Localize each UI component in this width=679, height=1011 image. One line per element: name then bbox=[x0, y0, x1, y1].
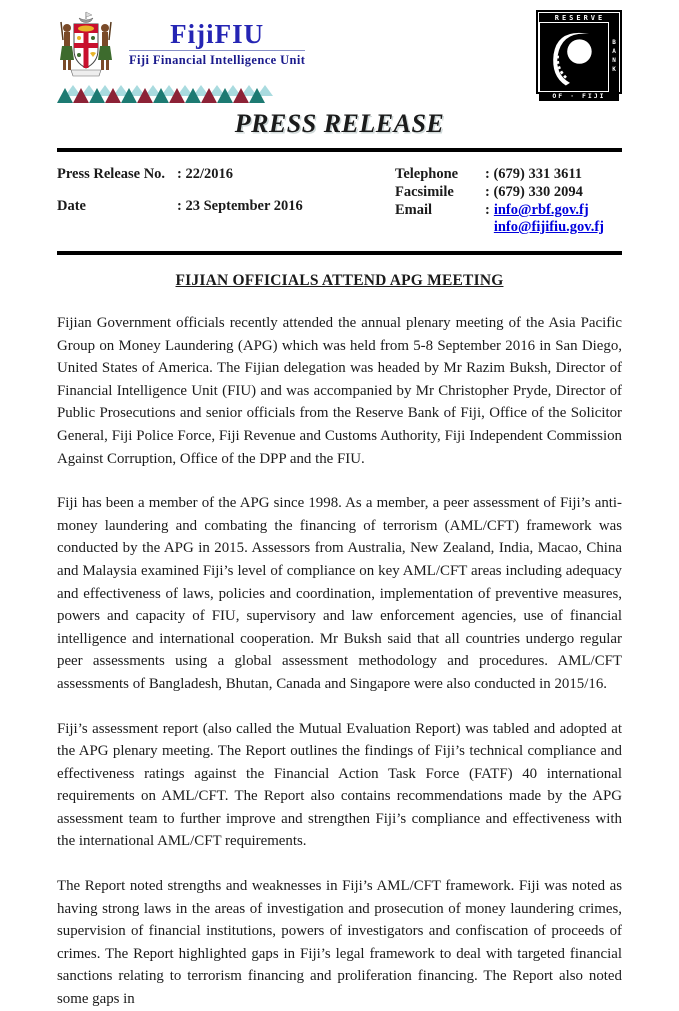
fijifiu-wordmark bbox=[129, 20, 305, 68]
rbf-logo-text-top: RESERVE bbox=[539, 13, 619, 22]
reserve-bank-fiji-logo bbox=[536, 10, 622, 100]
press-release-no-row bbox=[57, 166, 357, 183]
meta-left-column bbox=[57, 166, 357, 237]
date-row bbox=[57, 198, 357, 215]
rbf-tabua-icon bbox=[540, 23, 608, 91]
date-label: Date bbox=[57, 198, 86, 214]
rbf-logo-text-side: BANK bbox=[609, 22, 619, 92]
telephone-row bbox=[395, 166, 604, 183]
triangle-border-pattern bbox=[57, 85, 271, 103]
fijifiu-logo bbox=[57, 10, 305, 103]
facsimile-value: : (679) 330 2094 bbox=[485, 184, 583, 200]
paragraph-4: The Report noted strengths and weaknesses in Fiji’s AML/CFT framework. Fiji was noted as having strong laws in the areas of investigation and prosecution of money laundering crimes, supervision of financial institutions, powers of investigators and confiscation of proceeds of crimes. The Report highlighted gaps in Fiji’s legal framework to deal with targeted financial sanctions relating to terrorism financing and proliferation financing. The Report also noted some gaps in bbox=[57, 878, 622, 1008]
telephone-value: : (679) 331 3611 bbox=[485, 166, 583, 182]
meta-block bbox=[57, 166, 622, 237]
press-release-no-label: Press Release No. bbox=[57, 166, 166, 182]
paragraph-3: Fiji’s assessment report (also called the Mutual Evaluation Report) was tabled and adopted at the APG plenary meeting. The Report outlines the findings of Fiji’s technical compliance and effectiveness ratings against the Financial Action Task Force (FATF) 40 international requirements on AML/CFT. The Report also contains recommendations made by the APG assessment team to further improve and strengthen Fiji’s compliance and effectiveness with the international AML/CFT requirements. bbox=[57, 720, 622, 850]
telephone-label: Telephone bbox=[395, 166, 459, 182]
email-colon: : bbox=[485, 202, 490, 218]
facsimile-label: Facsimile bbox=[395, 184, 454, 200]
date-value: : 23 September 2016 bbox=[177, 198, 303, 214]
facsimile-row bbox=[395, 184, 604, 201]
fiji-coat-of-arms-icon bbox=[57, 10, 115, 82]
article-heading: FIJIAN OFFICIALS ATTEND APG MEETING bbox=[175, 272, 504, 289]
press-release-no-value: : 22/2016 bbox=[177, 166, 233, 182]
paragraph-1: Fijian Government officials recently attended the annual plenary meeting of the Asia Pacific Group on Money Laundering (APG) which was held from 5-8 September 2016 in San Diego, United States of America. The Fijian delegation was headed by Mr Razim Buksh, Director of Financial Intelligence Unit (FIU) and was accompanied by Mr Christopher Pryde, Director of Public Prosecutions and senior officials from the Reserve Bank of Fiji, Office of the Solicitor General, Fiji Police Force, Fiji Revenue and Customs Authority, Fiji Independent Commission Against Corruption, Office of the DPP and the FIU. bbox=[57, 315, 622, 467]
press-release-title: PRESS RELEASE bbox=[234, 109, 445, 138]
rbf-logo-text-bottom: OF · FIJI bbox=[539, 92, 619, 101]
email-row bbox=[395, 202, 604, 236]
email-label: Email bbox=[395, 202, 433, 218]
triangle-row-front bbox=[57, 88, 265, 103]
divider-rule-top bbox=[57, 148, 622, 152]
org-full-name: Fiji Financial Intelligence Unit bbox=[129, 50, 305, 68]
meta-right-column bbox=[395, 166, 604, 237]
org-short-name: FijiFIU bbox=[170, 19, 265, 49]
email-link-fijifiu[interactable]: info@fijifiu.gov.fj bbox=[493, 219, 604, 235]
divider-rule-bottom bbox=[57, 251, 622, 255]
email-link-rbf[interactable]: info@rbf.gov.fj bbox=[493, 202, 589, 218]
header bbox=[57, 10, 622, 103]
paragraph-2: Fiji has been a member of the APG since 1998. As a member, a peer assessment of Fiji’s anti-money laundering and combating the financing of terrorism (AML/CFT) framework was conducted by the APG in 2015. Assessors from Australia, New Zealand, India, Macao, China and Malaysia examined Fiji’s level of compliance on key AML/CFT areas including adequacy and effectiveness of laws, policies and coordination, implementation of preventive measures, powers and capacity of FIU, supervisory and law enforcement agencies, use of financial intelligence and international cooperation. Mr Buksh said that all countries undergo regular peer assessments using a global assessment methodology and procedures. AML/CFT assessments of Bangladesh, Bhutan, Canada and Singapore were also conducted in 2015/16. bbox=[57, 495, 622, 692]
article-body bbox=[57, 272, 622, 1011]
